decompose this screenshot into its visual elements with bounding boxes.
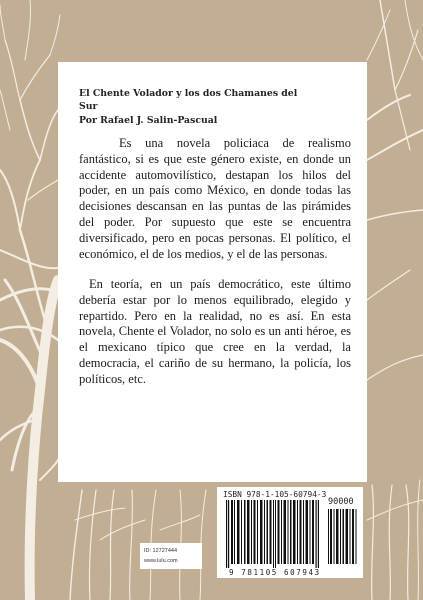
author-line: Por Rafael J. Salin-Pascual [79, 115, 218, 126]
price-code: 90000 [328, 497, 354, 507]
barcode-bars-graphic [217, 487, 363, 578]
synopsis-paragraph-1: Es una novela policiaca de realismo fantástico, si es que este género existe, en donde un accidente automovilístico, destapan los hilos del poder, en un país como México, en donde todas las decisiones descansan en las puntas de las pirámides del poder. Por supuesto que este se encuentra diversificado, pero en pocas personas. El político, el económico, el de los medios, y el de las personas. [79, 136, 351, 261]
book-title: El Chente Volador y los dos Chamanes del [79, 88, 298, 99]
publisher-url: www.lulu.com [144, 558, 178, 564]
publisher-id: ID: 12727444 [144, 548, 178, 554]
book-title-continued: Sur [79, 101, 98, 112]
isbn-digits: 9 781105 607943 [229, 568, 321, 577]
synopsis-paragraph-2: En teoría, en un país democrático, este último debería estar por lo menos equilibrado, elegido y repartido. Pero en la realidad, no es así. En esta novela, Chente el Volador, no solo es un anti héroe, es el mexicano típico que cree en la verdad, la democracia, el cariño de su hermano, la policía, los políticos, etc. [79, 277, 351, 386]
description-panel [58, 62, 367, 482]
isbn-barcode [217, 487, 363, 578]
isbn-label: ISBN 978-1-105-60794-3 [223, 490, 327, 499]
publisher-info [140, 543, 202, 569]
